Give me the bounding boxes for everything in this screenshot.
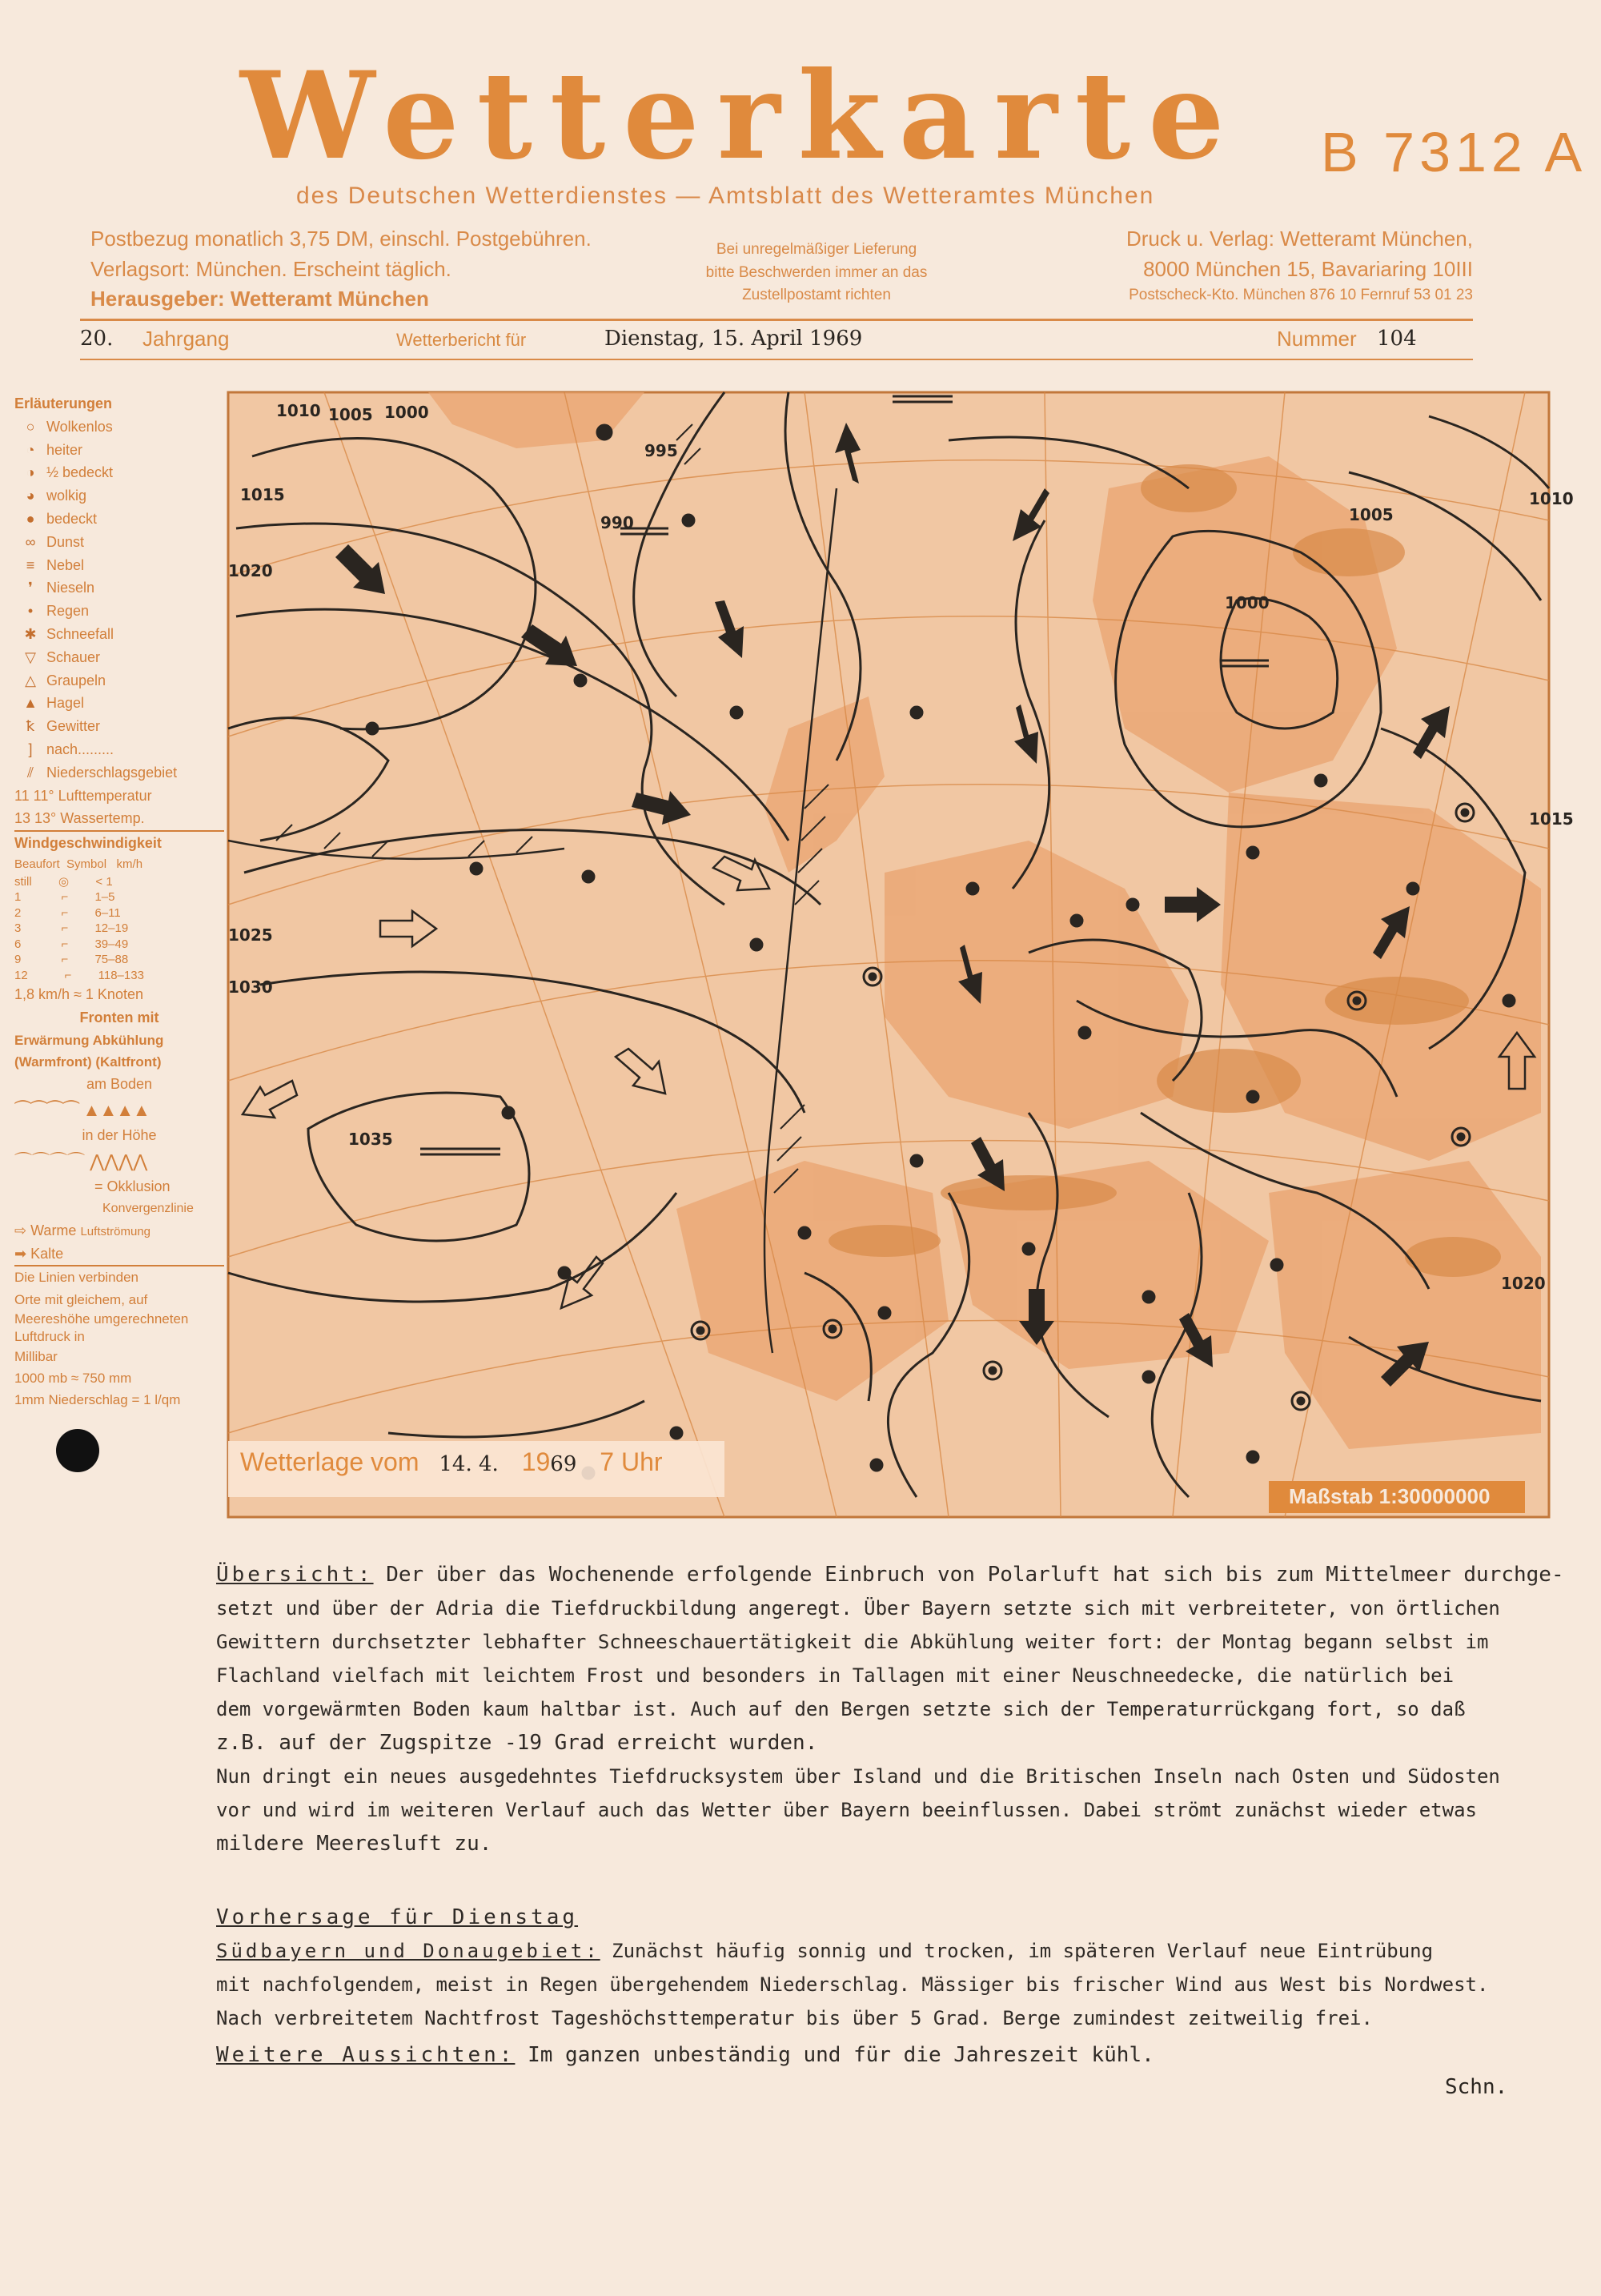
isobar-label: 1025 [228,925,273,945]
legend-symbol-icon: ] [28,741,33,757]
header-rule-bottom [80,359,1473,360]
wetterlage-year-prefix: 19 [521,1447,551,1476]
legend-symbol-icon: ◔ [26,441,35,458]
isobar-label: 1010 [276,401,321,420]
isobar-label: 1000 [384,403,429,422]
legend-fronts-sub: Erwärmung Abkühlung [14,1033,164,1049]
isobar-label: 1015 [1529,809,1574,829]
forecast-line-1: Zunächst häufig sonnig und trocken, im späteren Verlauf neue Eintrübung [612,1940,1434,1962]
uebersicht-line-1: Der über das Wochenende erfolgende Einbruch von Polarluft hat sich bis zum Mittelmeer durchge- [386,1563,1564,1587]
legend-symbol-icon: ꝁ [26,718,35,735]
uebersicht-line-4: Flachland vielfach mit leichtem Frost und besonders in Tallagen mit einer Neuschneedecke, die natürlich bei [216,1664,1455,1687]
legend-lines-note-4: Millibar [14,1348,58,1364]
uebersicht-line-2: setzt und über der Adria die Tiefdruckbildung angeregt. Über Bayern setzte sich mit verbreiteter, von örtlichen [216,1597,1500,1620]
legend-symbol-label: Gewitter [46,718,101,735]
legend-fronts-title: Fronten mit [79,1010,159,1026]
legend-symbol-row [14,415,224,439]
uebersicht-label: Übersicht: [216,1563,374,1587]
weather-map [228,392,1574,1517]
publisher-info-right: Druck u. Verlag: Wetteramt München, 8000 München 15, Bavariaring 10III Postscheck-Kto. München 876 10 Fernruf 53 01 23 [1126,227,1473,304]
vorhersage-label: Vorhersage für Dienstag [216,1905,579,1929]
legend-rain-note: 1mm Niederschlag = 1 l/qm [14,1392,181,1408]
legend-front-ground-symbols: ⏜⏜⏜⏜ ▲▲▲▲ [14,1100,150,1121]
wetterlage-time: 7 Uhr [600,1447,663,1476]
legend-temp-air: 11 11° Lufttemperatur [14,787,152,804]
legend-symbol-row [14,738,224,761]
legend-symbol-icon: ◑ [26,464,35,481]
legend-symbol-label: Schauer [46,648,101,665]
isobar-label: 1005 [1349,505,1394,524]
legend-symbol-row [14,508,224,531]
legend-symbol-row [14,692,224,715]
legend-symbol-icon: ❜ [28,580,33,596]
legend-in-der-hoehe: in der Höhe [82,1127,157,1144]
legend-symbol-row [14,715,224,738]
uebersicht-section [216,1558,1564,1860]
legend-symbol-icon: ⫽ [26,764,34,781]
isobar-label: 995 [644,441,678,460]
aussichten-line [216,2038,1497,2072]
masthead-subtitle: des Deutschen Wetterdienstes — Amtsblatt des Wetteramtes München [296,183,1155,209]
legend-symbol-row [14,461,224,484]
legend-symbol-row [14,439,224,462]
legend-knot-note: 1,8 km/h ≈ 1 Knoten [14,986,143,1003]
legend-symbol-label: Niederschlagsgebiet [46,764,178,781]
legend-symbol-icon: ◕ [26,488,35,504]
publisher-info-center: Bei unregelmäßiger Lieferung bitte Beschwerden immer an das Zustellpostamt richten [705,241,928,303]
legend-symbol-icon: ∞ [25,533,36,550]
uebersicht-line-8: vor und wird im weiteren Verlauf auch das Wetter über Bayern beeinflussen. Dabei strömt zunächst wieder etwas [216,1799,1477,1821]
legend-mb-note: 1000 mb ≈ 750 mm [14,1371,132,1387]
header-rule-top [80,319,1473,321]
legend-symbol-label: Regen [46,603,90,620]
legend-symbol-row [14,600,224,623]
legend-symbol-icon: △ [25,672,36,688]
legend-symbol-icon: ● [26,510,35,527]
uebersicht-line-6: z.B. auf der Zugspitze -19 Grad erreicht wurden. [216,1731,818,1755]
legend-symbol-label: heiter [46,441,83,458]
nummer-value: 104 [1377,327,1417,351]
legend-symbol-icon: ✱ [24,625,37,642]
legend-fronts-sub2: (Warmfront) (Kaltfront) [14,1054,162,1070]
legend-front-upper-symbols: ⌒⌒⌒⌒ ⋀⋀⋀⋀ [14,1151,148,1172]
legend-symbol-label: Schneefall [46,625,114,642]
masthead-code: B 7312 A [1321,121,1587,183]
wetterlage-day-month: 14. 4. [439,1452,499,1476]
uebersicht-line-9: mildere Meeresluft zu. [216,1832,492,1856]
legend-symbol-label: Wolkenlos [46,418,113,435]
legend-lines-note-2: Orte mit gleichem, auf [14,1291,148,1307]
map-legend [14,392,224,1411]
isobar-label: 1000 [1225,593,1270,612]
wetterlage-label: Wetterlage vom [240,1447,419,1476]
legend-symbol-icon: ▽ [25,648,36,665]
legend-wind-row: 2 ⌐ 6–11 [14,905,121,920]
legend-kalte: ➡ Kalte [14,1245,64,1262]
uebersicht-line-5: dem vorgewärmten Boden kaum haltbar ist. Auch auf den Bergen setzte sich der Temperaturrückgang fort, so daß [216,1698,1466,1720]
jahrgang-label: Jahrgang [142,327,230,351]
wetterbericht-label: Wetterbericht für [396,330,527,350]
legend-symbol-row [14,576,224,600]
isobar-label: 1015 [240,485,285,504]
legend-symbol-icon: ≡ [26,556,35,573]
isobar-label: 1035 [348,1130,393,1149]
legend-lines-note-1: Die Linien verbinden [14,1265,224,1288]
legend-wind-row: 9 ⌐ 75–88 [14,953,129,967]
legend-am-boden: am Boden [86,1076,153,1093]
legend-symbol-icon: ○ [26,418,35,435]
legend-symbol-row [14,669,224,692]
masthead-title: Wetterkarte [240,46,1242,187]
isobar-label: 1010 [1529,489,1574,508]
legend-symbol-row [14,484,224,508]
isobar-label: 1030 [228,977,273,997]
legend-okklusion: = Okklusion [94,1178,171,1195]
aussichten-text: Im ganzen unbeständig und für die Jahreszeit kühl. [528,2043,1154,2067]
wetterlage-caption [240,1447,663,1477]
vorhersage-section [216,1901,1497,2072]
wetterlage-year-suffix: 69 [550,1452,577,1476]
legend-wind-row: 3 ⌐ 12–19 [14,921,129,936]
region-label: Südbayern und Donaugebiet: [216,1940,600,1962]
aussichten-label: Weitere Aussichten: [216,2043,516,2067]
legend-konvergenz: Konvergenzlinie [102,1202,194,1216]
isobar-label: 1005 [328,405,373,424]
legend-wind-row: 1 ⌐ 1–5 [14,890,115,905]
legend-warme: ⇨ Warme Luftströmung [14,1222,151,1238]
legend-lines-note-3: Meereshöhe umgerechneten Luftdruck in [14,1311,189,1344]
legend-symbol-list [14,415,224,785]
isobar-label: 1020 [1501,1274,1546,1293]
legend-symbol-label: wolkig [46,488,87,504]
publisher-info-left: Postbezug monatlich 3,75 DM, einschl. Postgebühren. Verlagsort: München. Erscheint täglich. Herausgeber: Wetteramt München [90,227,592,311]
legend-wind-row: still ◎ < 1 [14,874,113,889]
issue-number: 20. [80,327,114,351]
legend-wind-header: Beaufort Symbol km/h [14,857,143,871]
isobar-label: 1020 [228,561,273,580]
legend-symbol-row [14,623,224,646]
isobar-label: 990 [600,513,634,532]
legend-title: Erläuterungen [14,395,113,411]
legend-symbol-label: Hagel [46,695,85,712]
forecast-first-line [216,1934,1497,1968]
forecast-line-2: mit nachfolgendem, meist in Regen übergehendem Niederschlag. Mässiger bis frischer Wind aus West bis Nordwest. [216,1973,1489,1996]
cold-arrow-icon: ➡ [14,1245,27,1262]
legend-wind-row: 6 ⌐ 39–49 [14,937,129,951]
legend-symbol-row [14,646,224,669]
legend-wind-title: Windgeschwindigkeit [14,835,162,852]
legend-symbol-label: bedeckt [46,510,98,527]
legend-symbol-row [14,531,224,554]
legend-symbol-label: nach......... [46,741,114,757]
legend-symbol-label: Nieseln [46,580,95,596]
uebersicht-line-3: Gewittern durchsetzter lebhafter Schneeschauertätigkeit die Abkühlung weiter fort: der Montag begann selbst im [216,1631,1489,1653]
signature: Schn. [1445,2075,1508,2099]
uebersicht-line-7: Nun dringt ein neues ausgedehntes Tiefdrucksystem über Island und die Britischen Inseln nach Osten und Südosten [216,1765,1500,1788]
uebersicht-first-line [216,1558,1564,1592]
legend-wind-row: 12 ⌐ 118–133 [14,968,144,982]
legend-temp-water: 13 13° Wassertemp. [14,807,224,832]
legend-symbol-icon: • [27,603,34,620]
issue-date: Dienstag, 15. April 1969 [604,327,863,351]
legend-symbol-row [14,554,224,577]
forecast-line-3: Nach verbreitetem Nachtfrost Tageshöchsttemperatur bis über 5 Grad. Berge zumindest zeitweilig frei. [216,2007,1373,2029]
legend-symbol-label: Nebel [46,556,85,573]
legend-wind-rows [14,874,224,984]
legend-symbol-label: Graupeln [46,672,106,688]
legend-symbol-row [14,761,224,785]
legend-symbol-label: ½ bedeckt [46,464,114,481]
nummer-label: Nummer [1277,327,1357,351]
legend-symbol-label: Dunst [46,533,85,550]
punch-hole [56,1429,99,1472]
legend-symbol-icon: ▲ [23,695,38,712]
warm-arrow-icon: ⇨ [14,1222,27,1238]
map-scale: Maßstab 1:30000000 [1281,1483,1498,1511]
